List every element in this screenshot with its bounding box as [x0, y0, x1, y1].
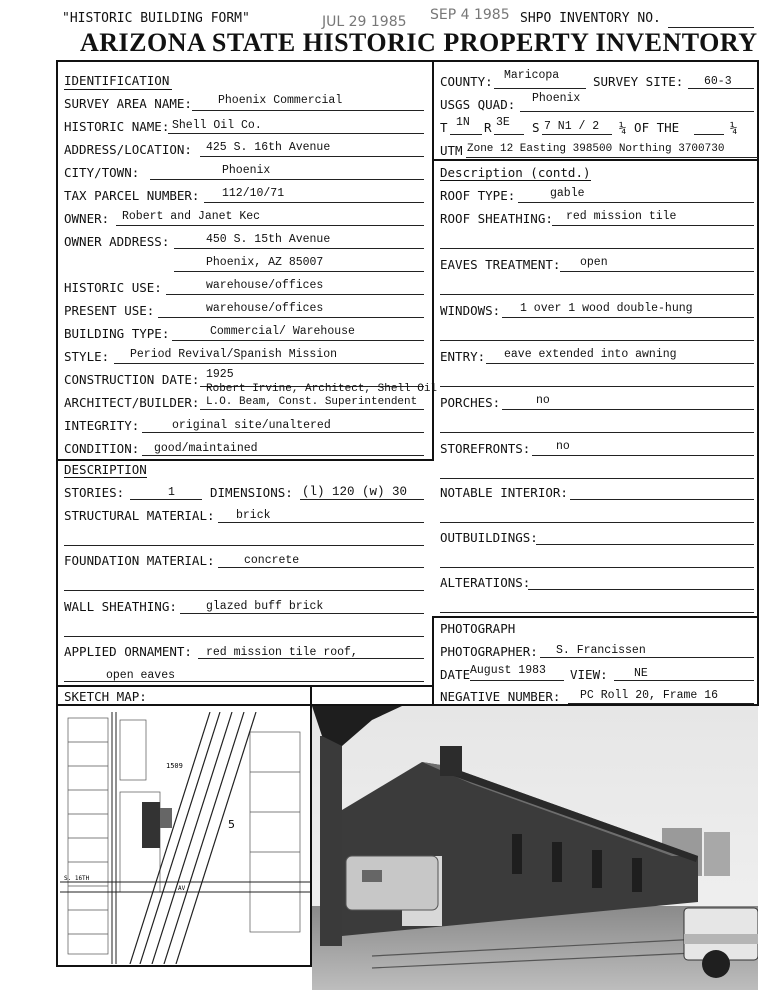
photograph-heading: PHOTOGRAPH: [440, 621, 516, 636]
negative-line: [568, 703, 754, 704]
view-line: [614, 680, 754, 681]
porches-value[interactable]: no: [536, 394, 550, 407]
entry-value[interactable]: eave extended into awning: [504, 348, 677, 361]
owner-address-line-2: [174, 271, 424, 272]
outbuildings-label: OUTBUILDINGS:: [440, 530, 538, 545]
architect-line2[interactable]: L.O. Beam, Const. Superintendent: [206, 396, 418, 408]
roof-sheathing-value[interactable]: red mission tile: [566, 210, 677, 223]
photo-date-value[interactable]: August 1983: [470, 664, 546, 677]
sketch-bottom-rule: [56, 965, 312, 967]
ornament-line-2: [64, 681, 424, 682]
wall-blank-line: [64, 636, 424, 637]
roof-sheathing-line: [552, 225, 754, 226]
identification-bottom-rule: [56, 459, 434, 461]
stories-value[interactable]: 1: [168, 486, 175, 499]
windows-label: WINDOWS:: [440, 303, 501, 318]
identification-heading: IDENTIFICATION: [64, 73, 170, 88]
trs-s-label: S: [532, 120, 540, 135]
integrity-value[interactable]: original site/unaltered: [172, 419, 331, 432]
sketch-label-lot: 1509: [166, 762, 183, 770]
quarter-line: [694, 134, 724, 135]
negative-label: NEGATIVE NUMBER:: [440, 689, 561, 704]
usgs-value[interactable]: Phoenix: [532, 92, 581, 105]
quarter-end-label: ¼: [730, 120, 738, 135]
porches-label: PORCHES:: [440, 395, 501, 410]
owner-address-line-1: [174, 248, 424, 249]
tax-parcel-value[interactable]: 112/10/71: [222, 187, 285, 200]
alterations-label: ALTERATIONS:: [440, 575, 531, 590]
roof-type-label: ROOF TYPE:: [440, 188, 516, 203]
architect-line: [200, 409, 424, 410]
county-line: [494, 88, 586, 89]
entry-label: ENTRY:: [440, 349, 486, 364]
trs-r-value[interactable]: 3E: [496, 116, 510, 129]
form-name: "HISTORIC BUILDING FORM": [62, 11, 250, 26]
ornament-line1[interactable]: red mission tile roof,: [206, 646, 358, 659]
storefronts-label: STOREFRONTS:: [440, 441, 531, 456]
storefronts-line: [532, 455, 754, 456]
survey-area-value[interactable]: Phoenix Commercial: [218, 94, 343, 107]
structural-line: [218, 522, 424, 523]
ornament-line: [198, 658, 424, 659]
structural-value[interactable]: brick: [236, 509, 271, 522]
survey-area-label: SURVEY AREA NAME:: [64, 96, 192, 111]
notable-interior-blank-line: [440, 522, 754, 523]
view-label: VIEW:: [570, 667, 608, 682]
stories-label: STORIES:: [64, 485, 125, 500]
received-stamp-2: SEP 4 1985: [430, 7, 510, 23]
alterations-line[interactable]: [528, 589, 754, 590]
survey-area-line: [192, 110, 424, 111]
owner-address-label: OWNER ADDRESS:: [64, 234, 170, 249]
foundation-label: FOUNDATION MATERIAL:: [64, 553, 215, 568]
eaves-line: [560, 271, 754, 272]
sketch-left-rule: [56, 685, 58, 967]
survey-site-value[interactable]: 60-3: [704, 75, 732, 88]
roof-type-line: [518, 202, 754, 203]
style-label: STYLE:: [64, 349, 110, 364]
condition-label: CONDITION:: [64, 441, 140, 456]
condition-value[interactable]: good/maintained: [154, 442, 258, 455]
survey-site-label: SURVEY SITE:: [593, 74, 684, 89]
city-line: [150, 179, 424, 180]
foundation-value[interactable]: concrete: [244, 554, 300, 567]
historic-name-label: HISTORIC NAME:: [64, 119, 170, 134]
eaves-blank-line: [440, 294, 754, 295]
address-label: ADDRESS/LOCATION:: [64, 142, 192, 157]
windows-blank-line: [440, 340, 754, 341]
porches-line: [502, 409, 754, 410]
utm-label: UTM: [440, 143, 463, 158]
present-use-label: PRESENT USE:: [64, 303, 155, 318]
sketch-map: [60, 712, 310, 964]
wall-line: [180, 613, 424, 614]
historic-use-value[interactable]: warehouse/offices: [206, 279, 324, 292]
tax-parcel-label: TAX PARCEL NUMBER:: [64, 188, 200, 203]
sketch-label-street: S. 16TH: [64, 875, 90, 882]
sketch-label-five: 5: [228, 818, 235, 831]
ornament-label: APPLIED ORNAMENT:: [64, 644, 192, 659]
owner-line: [116, 225, 424, 226]
photographer-value[interactable]: S. Francissen: [556, 644, 646, 657]
photo-date-line: [470, 680, 564, 681]
description-heading: DESCRIPTION: [64, 462, 147, 477]
historic-name-value[interactable]: Shell Oil Co.: [172, 119, 262, 132]
building-type-line: [172, 340, 424, 341]
page-title: ARIZONA STATE HISTORIC PROPERTY INVENTORY: [80, 28, 758, 57]
sketch-map-heading: SKETCH MAP:: [64, 689, 147, 704]
county-value[interactable]: Maricopa: [504, 69, 560, 82]
condition-line: [142, 455, 424, 456]
usgs-label: USGS QUAD:: [440, 97, 516, 112]
trs-r-label: R: [484, 120, 492, 135]
trs-t-line: [450, 134, 482, 135]
eaves-label: EAVES TREATMENT:: [440, 257, 561, 272]
structural-blank-line: [64, 545, 424, 546]
utm-value[interactable]: Zone 12 Easting 398500 Northing 3700730: [467, 143, 725, 155]
entry-blank-line: [440, 386, 754, 387]
storefronts-value[interactable]: no: [556, 440, 570, 453]
county-label: COUNTY:: [440, 74, 493, 89]
entry-line: [486, 363, 754, 364]
photographer-label: PHOTOGRAPHER:: [440, 644, 538, 659]
notable-interior-line[interactable]: [570, 499, 754, 500]
windows-line: [502, 317, 754, 318]
building-type-value[interactable]: Commercial/ Warehouse: [210, 325, 355, 338]
style-value[interactable]: Period Revival/Spanish Mission: [130, 348, 338, 361]
sketch-map-drawing: [60, 712, 310, 964]
architect-label: ARCHITECT/BUILDER:: [64, 395, 200, 410]
dimensions-label: DIMENSIONS:: [210, 485, 293, 500]
integrity-line: [142, 432, 424, 433]
column-divider: [432, 60, 434, 460]
construction-date-value[interactable]: 1925: [206, 368, 234, 381]
roof-sheathing-label: ROOF SHEATHING:: [440, 211, 553, 226]
owner-address-line2[interactable]: Phoenix, AZ 85007: [206, 256, 324, 269]
roof-blank-line: [440, 248, 754, 249]
tax-parcel-line: [204, 202, 424, 203]
photographer-line: [540, 657, 754, 658]
foundation-blank-line: [64, 590, 424, 591]
outbuildings-line[interactable]: [536, 544, 754, 545]
wall-label: WALL SHEATHING:: [64, 599, 177, 614]
wall-value[interactable]: glazed buff brick: [206, 600, 324, 613]
notable-interior-label: NOTABLE INTERIOR:: [440, 485, 568, 500]
storefronts-blank-line: [440, 478, 754, 479]
shpo-inventory-label: SHPO INVENTORY NO.: [520, 11, 661, 26]
eaves-value[interactable]: open: [580, 256, 608, 269]
trs-r-line: [494, 134, 524, 135]
photo-date-label: DATE: [440, 667, 471, 682]
address-value[interactable]: 425 S. 16th Avenue: [206, 141, 331, 154]
description-contd-heading: Description (contd.): [440, 165, 591, 180]
photograph-top-rule: [432, 616, 759, 618]
photograph-left-rule: [432, 616, 434, 706]
sketch-label-av: AV: [178, 885, 186, 892]
windows-value[interactable]: 1 over 1 wood double-hung: [520, 302, 693, 315]
dimensions-line: [300, 499, 424, 500]
construction-date-label: CONSTRUCTION DATE:: [64, 372, 200, 387]
identification-heading-underline: [64, 89, 172, 90]
present-use-value[interactable]: warehouse/offices: [206, 302, 324, 315]
quarter-of-label: ¼ OF THE: [619, 120, 680, 135]
foundation-line: [218, 567, 424, 568]
negative-value[interactable]: PC Roll 20, Frame 16: [580, 689, 719, 702]
trs-t-label: T: [440, 120, 448, 135]
view-value[interactable]: NE: [634, 667, 648, 680]
owner-label: OWNER:: [64, 211, 110, 226]
architect-line1[interactable]: Robert Irvine, Architect, Shell Oil: [206, 383, 438, 395]
style-line: [114, 363, 424, 364]
city-value[interactable]: Phoenix: [222, 164, 271, 177]
owner-value[interactable]: Robert and Janet Kec: [122, 210, 261, 223]
building-photograph: [312, 706, 758, 990]
location-bottom-rule: [432, 159, 759, 161]
stories-line: [130, 499, 202, 500]
survey-site-line: [688, 88, 754, 89]
structural-label: STRUCTURAL MATERIAL:: [64, 508, 215, 523]
roof-type-value[interactable]: gable: [550, 187, 585, 200]
city-label: CITY/TOWN:: [64, 165, 140, 180]
sketch-top-rule: [56, 685, 434, 687]
present-use-line: [158, 317, 424, 318]
ornament-line2[interactable]: open eaves: [106, 669, 176, 682]
building-type-label: BUILDING TYPE:: [64, 326, 170, 341]
porches-blank-line: [440, 432, 754, 433]
trs-s-line: [542, 134, 612, 135]
integrity-label: INTEGRITY:: [64, 418, 140, 433]
outbuildings-blank-line: [440, 567, 754, 568]
historic-use-label: HISTORIC USE:: [64, 280, 162, 295]
address-line: [200, 156, 424, 157]
owner-address-line1[interactable]: 450 S. 15th Avenue: [206, 233, 331, 246]
usgs-line: [520, 111, 754, 112]
received-stamp-1: JUL 29 1985: [322, 14, 407, 30]
trs-s-value[interactable]: 7 N1 / 2: [544, 120, 600, 133]
trs-t-value[interactable]: 1N: [456, 116, 470, 129]
historic-use-line: [166, 294, 424, 295]
building-photograph-drawing: [312, 706, 758, 990]
historic-name-line: [168, 133, 424, 134]
utm-line: [466, 157, 758, 158]
dimensions-value[interactable]: (l) 120 (w) 30: [302, 485, 408, 499]
alterations-blank-line: [440, 612, 754, 613]
